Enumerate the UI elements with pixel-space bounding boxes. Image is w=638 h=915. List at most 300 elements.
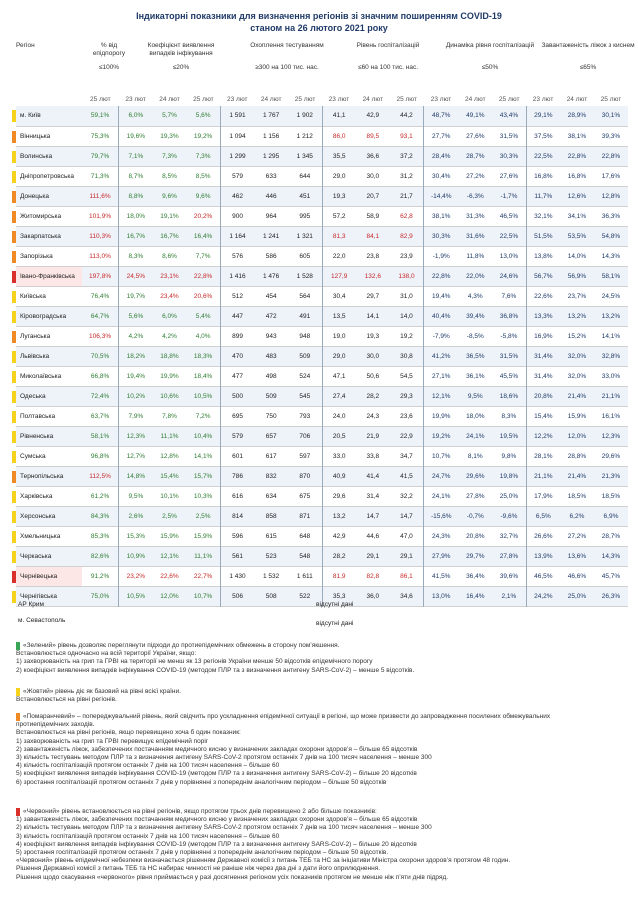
value-cell: -14,4% — [424, 186, 459, 206]
value-cell: 2,1% — [501, 592, 517, 600]
value-cell: 57,2 — [322, 206, 356, 226]
header-coef: Коефіцієнт виявлення випадків інфікування — [147, 42, 215, 57]
value-cell: 15,9% — [160, 532, 179, 540]
value-cell: 1 767 — [263, 112, 280, 120]
legend-line: Встановлюється на рівні регіонів, якщо перевищено хоча б один показник: — [16, 729, 241, 737]
value-cell: 58,1% — [601, 272, 621, 280]
value-cell: 36,0 — [366, 592, 380, 600]
value-cell: 6,0% — [162, 312, 177, 320]
value-cell: 42,9 — [322, 526, 356, 546]
value-cell: 500 — [220, 386, 254, 406]
region-name: Луганська — [16, 326, 82, 346]
value-cell: 75,0% — [90, 592, 110, 600]
value-cell: -8,5% — [466, 332, 484, 340]
value-cell: 14,1% — [193, 452, 213, 460]
value-cell: 84,3% — [90, 512, 110, 520]
value-cell: 1 902 — [296, 112, 313, 120]
value-cell: 14,3% — [601, 252, 621, 260]
value-cell: 36,6 — [366, 152, 380, 160]
value-cell: 899 — [220, 326, 254, 346]
value-cell: 24,1% — [424, 486, 459, 506]
value-cell: 1 532 — [263, 572, 280, 580]
value-cell: 900 — [220, 206, 254, 226]
region-name: Вінницька — [16, 126, 82, 146]
value-cell: 675 — [299, 492, 311, 500]
level-marker — [12, 291, 16, 303]
value-cell: 1 476 — [263, 272, 280, 280]
value-cell: 12,7% — [119, 446, 153, 466]
value-cell: 34,6 — [400, 592, 413, 600]
region-name: Закарпатська — [16, 226, 82, 246]
value-cell: 14,1 — [366, 312, 380, 320]
value-cell: 16,1% — [601, 412, 621, 420]
indicator-table — [16, 92, 628, 607]
date-header-cell: 23 лют — [227, 95, 248, 103]
value-cell: 30,8 — [400, 352, 413, 360]
table-row — [16, 266, 628, 286]
region-name: м. Київ — [16, 106, 82, 126]
value-cell: 28,7% — [466, 152, 485, 160]
value-cell: 33,0% — [601, 372, 621, 380]
value-cell: 13,6% — [567, 552, 587, 560]
value-cell: 26,6% — [526, 526, 560, 546]
value-cell: 9,6% — [162, 192, 177, 200]
date-header-cell: 25 лют — [498, 95, 520, 103]
value-cell: 44,2 — [400, 112, 413, 120]
value-cell: 498 — [265, 372, 277, 380]
header-hosp: Рівень госпіталізацій — [356, 42, 420, 49]
value-cell: 20,5 — [322, 426, 356, 446]
value-cell: 29,6% — [601, 452, 621, 460]
value-cell: 66,8% — [90, 372, 110, 380]
value-cell: 41,5 — [400, 472, 413, 480]
value-cell: 85,3% — [90, 532, 110, 540]
value-cell: 30,1% — [601, 112, 621, 120]
value-cell: 22,6% — [526, 286, 560, 306]
value-cell: 28,8% — [567, 452, 587, 460]
value-cell: 943 — [265, 332, 277, 340]
level-marker — [12, 471, 16, 483]
value-cell: 10,1% — [160, 492, 179, 500]
value-cell: 9,5% — [467, 392, 483, 400]
value-cell: 19,9% — [160, 372, 179, 380]
level-marker — [12, 591, 16, 603]
value-cell: 8,6% — [162, 252, 177, 260]
level-marker — [12, 110, 16, 122]
value-cell: 18,5% — [567, 492, 587, 500]
value-cell: 30,3% — [424, 226, 459, 246]
value-cell: 2,5% — [162, 512, 177, 520]
value-cell: 29,1% — [526, 106, 560, 126]
value-cell: 15,2% — [567, 332, 587, 340]
value-cell: 28,4% — [424, 146, 459, 166]
value-cell: 7,3% — [195, 152, 211, 160]
level-marker — [12, 451, 16, 463]
value-cell: 21,3% — [601, 472, 621, 480]
legend-line: протиепідемічних заходів. — [16, 721, 95, 729]
value-cell: 31,4% — [526, 346, 560, 366]
level-marker — [12, 351, 16, 363]
value-cell: 112,5% — [89, 472, 111, 480]
header-beds-threshold: ≤65% — [579, 64, 597, 71]
legend-orange — [16, 713, 550, 787]
value-cell: 8,1% — [467, 452, 483, 460]
value-cell: 32,7% — [499, 532, 519, 540]
value-cell: 33,0 — [322, 446, 356, 466]
value-cell: 106,3% — [89, 332, 112, 340]
value-cell: 858 — [265, 512, 277, 520]
value-cell: 22,7% — [193, 572, 213, 580]
region-name: Київська — [16, 286, 82, 306]
value-cell: 31,6% — [466, 232, 485, 240]
region-name: Черкаська — [16, 546, 82, 566]
value-cell: 12,8% — [601, 192, 621, 200]
region-name: Волинська — [16, 146, 82, 166]
date-header-cell: 25 лют — [90, 95, 111, 103]
value-cell: 44,6 — [366, 532, 380, 540]
header-hosp-threshold: ≤60 на 100 тис. нас. — [358, 64, 418, 71]
value-cell: 47,1 — [322, 366, 356, 386]
value-cell: 23,2% — [119, 566, 153, 586]
value-cell: 86,1 — [400, 572, 413, 580]
value-cell: 71,3% — [90, 172, 110, 180]
value-cell: 19,3 — [366, 332, 380, 340]
value-cell: 22,8% — [193, 272, 213, 280]
region-name: Дніпропетровська — [16, 166, 82, 186]
level-marker — [12, 331, 16, 343]
value-cell: 96,8% — [90, 452, 110, 460]
value-cell: 24,5% — [601, 292, 621, 300]
table-row — [16, 166, 628, 186]
value-cell: 19,2 — [400, 332, 413, 340]
value-cell: 6,9% — [603, 512, 619, 520]
table-row — [16, 346, 628, 366]
legend-line: Рішення щодо скасування «червоного» рівня приймається у разі досягнення регіоном усіх показників протягом не менше ніж п’яти днів підряд. — [16, 873, 449, 881]
value-cell: 30,0 — [366, 352, 380, 360]
value-cell: -1,7% — [500, 192, 518, 200]
date-header-cell: 25 лют — [600, 95, 622, 103]
value-cell: 617 — [265, 452, 277, 460]
value-cell: 31,2 — [400, 172, 413, 180]
value-cell: 5,4% — [195, 312, 211, 320]
legend-line: «Помаранчевий» – попереджувальний рівень, який свідчить про ускладнення епідемічної ситуації в регіоні, що може призвести до запровадження посилених обмежувальних — [16, 713, 550, 721]
value-cell: 110,3% — [89, 232, 111, 240]
value-cell: 16,8% — [526, 166, 560, 186]
region-name: Житомирська — [16, 206, 82, 226]
value-cell: 12,1% — [424, 386, 459, 406]
value-cell: 483 — [265, 352, 277, 360]
value-cell: 111,6% — [89, 192, 111, 200]
value-cell: 11,1% — [160, 432, 179, 440]
value-cell: 138,0 — [398, 272, 415, 280]
header-pct-threshold: ≤100% — [98, 64, 120, 71]
table-row — [16, 186, 628, 206]
value-cell: 16,4% — [466, 592, 485, 600]
value-cell: 75,3% — [90, 132, 110, 140]
value-cell: 32,0% — [567, 352, 587, 360]
value-cell: 27,2% — [466, 172, 485, 180]
level-marker — [12, 311, 16, 323]
value-cell: 18,6% — [499, 392, 519, 400]
value-cell: 23,8 — [366, 252, 380, 260]
value-cell: 33,8 — [366, 452, 380, 460]
value-cell: 59,1% — [90, 112, 110, 120]
value-cell: 14,7 — [366, 512, 380, 520]
crimea-nodata: відсутні дані — [316, 601, 354, 608]
value-cell: 11,8% — [466, 252, 485, 260]
value-cell: 82,6% — [90, 552, 110, 560]
value-cell: 472 — [265, 312, 277, 320]
value-cell: 72,4% — [90, 392, 110, 400]
value-cell: 29,6 — [322, 486, 356, 506]
date-header-cell: 25 лют — [396, 95, 417, 103]
value-cell: 1 212 — [296, 132, 313, 140]
value-cell: 21,1% — [526, 466, 560, 486]
value-cell: 477 — [220, 366, 254, 386]
legend-line: «Жовтий» рівень діє як базовий на рівні всієї країни. — [16, 688, 181, 696]
region-name: Кіровоградська — [16, 306, 82, 326]
date-header-cell — [16, 92, 82, 106]
value-cell: 31,5% — [499, 132, 519, 140]
value-cell: 81,9 — [322, 566, 356, 586]
value-cell: 18,5% — [601, 492, 621, 500]
value-cell: 16,7% — [119, 226, 153, 246]
value-cell: 15,7% — [193, 472, 213, 480]
table-row — [16, 406, 628, 426]
value-cell: 29,7% — [466, 552, 485, 560]
value-cell: 695 — [220, 406, 254, 426]
value-cell: 995 — [299, 212, 311, 220]
value-cell: 30,0 — [366, 172, 380, 180]
value-cell: 1 094 — [220, 126, 254, 146]
value-cell: 28,9% — [567, 112, 587, 120]
level-marker — [12, 151, 16, 163]
value-cell: 79,7% — [90, 152, 110, 160]
value-cell: 23,6 — [400, 412, 413, 420]
legend-line: 2) кількість тестувань методом ПЛР та з визначення антигену SARS-CoV-2 протягом останніх 7 днів на 100 тисяч населення – менше 300 — [16, 824, 432, 832]
value-cell: 25,0% — [567, 592, 587, 600]
table-row — [16, 566, 628, 586]
value-cell: 34,1% — [567, 212, 587, 220]
value-cell: 20,8% — [526, 386, 560, 406]
value-cell: 8,3% — [501, 412, 517, 420]
table-row — [16, 326, 628, 346]
value-cell: 9,6% — [195, 192, 211, 200]
value-cell: 605 — [299, 252, 311, 260]
value-cell: 15,9% — [193, 532, 213, 540]
value-cell: 561 — [220, 546, 254, 566]
value-cell: 35,3 — [322, 586, 356, 606]
value-cell: 93,1 — [400, 132, 413, 140]
value-cell: 10,5% — [193, 392, 213, 400]
value-cell: 564 — [299, 292, 311, 300]
value-cell: 34,7 — [400, 452, 413, 460]
value-cell: 37,5% — [526, 126, 560, 146]
value-cell: 644 — [299, 172, 311, 180]
value-cell: 14,8% — [119, 466, 153, 486]
value-cell: 13,2 — [322, 506, 356, 526]
value-cell: 548 — [299, 552, 311, 560]
value-cell: 12,8% — [160, 452, 179, 460]
value-cell: 15,3% — [119, 526, 153, 546]
value-cell: 24,3 — [366, 412, 380, 420]
region-name: Сумська — [16, 446, 82, 466]
value-cell: 634 — [265, 492, 277, 500]
value-cell: 26,3% — [601, 592, 621, 600]
value-cell: 19,6% — [119, 126, 153, 146]
value-cell: 38,1% — [424, 206, 459, 226]
value-cell: 31,4% — [526, 366, 560, 386]
value-cell: 491 — [299, 312, 311, 320]
value-cell: 7,3% — [162, 152, 177, 160]
header-test: Охоплення тестуванням — [250, 42, 324, 49]
value-cell: 127,9 — [322, 266, 356, 286]
value-cell: 13,0% — [499, 252, 519, 260]
value-cell: 22,5% — [526, 146, 560, 166]
value-cell: 24,6% — [499, 272, 519, 280]
value-cell: 47,0 — [400, 532, 413, 540]
value-cell: 21,4% — [567, 392, 587, 400]
table-row — [16, 106, 628, 126]
value-cell: 948 — [299, 332, 311, 340]
value-cell: 36,1% — [466, 372, 485, 380]
value-cell: 39,6% — [499, 572, 519, 580]
value-cell: 24,3% — [424, 526, 459, 546]
value-cell: 45,5% — [499, 372, 519, 380]
value-cell: 446 — [265, 192, 277, 200]
value-cell: 29,0 — [322, 166, 356, 186]
value-cell: 601 — [220, 446, 254, 466]
value-cell: 12,0% — [160, 592, 179, 600]
value-cell: 451 — [299, 192, 311, 200]
value-cell: 454 — [265, 292, 277, 300]
value-cell: 19,9% — [424, 406, 459, 426]
value-cell: 82,9 — [400, 232, 413, 240]
table-row — [16, 466, 628, 486]
value-cell: 21,9 — [366, 432, 380, 440]
value-cell: 27,2% — [567, 532, 587, 540]
date-header-cell: 24 лют — [566, 95, 588, 103]
value-cell: 54,5 — [400, 372, 413, 380]
level-marker — [12, 531, 16, 543]
level-marker — [12, 171, 16, 183]
value-cell: 27,6% — [466, 132, 485, 140]
value-cell: 9,8% — [501, 452, 517, 460]
table-row — [16, 286, 628, 306]
value-cell: 5,7% — [162, 112, 177, 120]
value-cell: 32,0% — [567, 372, 587, 380]
value-cell: 45,7% — [601, 572, 621, 580]
value-cell: 12,2% — [526, 426, 560, 446]
value-cell: 31,4 — [366, 492, 380, 500]
value-cell: 46,5% — [499, 212, 519, 220]
value-cell: 8,8% — [119, 186, 153, 206]
value-cell: 32,1% — [526, 206, 560, 226]
value-cell: 19,8% — [499, 472, 519, 480]
value-cell: 1 430 — [220, 566, 254, 586]
legend-line: «Червоний» рівень епідемічної небезпеки визначається рішенням Державної комісії з питань ТЕБ та НС за ініціативи Міністра охорони здоров’я протягом 48 годин. — [16, 857, 511, 865]
value-cell: 512 — [220, 286, 254, 306]
value-cell: -5,8% — [500, 332, 518, 340]
level-marker — [12, 411, 16, 423]
table-row — [16, 366, 628, 386]
value-cell: 58,1% — [90, 432, 110, 440]
crimea-label: АР Крим — [18, 601, 44, 608]
value-cell: 6,2% — [569, 512, 585, 520]
sevastopol-label: м. Севастополь — [18, 617, 66, 624]
value-cell: 30,4 — [322, 286, 356, 306]
header-dyn: Динаміка рівня госпіталізацій — [445, 42, 535, 49]
legend-yellow — [16, 688, 181, 704]
level-marker — [12, 551, 16, 563]
value-cell: 84,1 — [366, 232, 380, 240]
level-marker — [12, 211, 16, 223]
header-pct: % від епідпорогу — [92, 42, 126, 57]
table-row — [16, 306, 628, 326]
legend-swatch — [16, 642, 20, 650]
value-cell: 35,5 — [322, 146, 356, 166]
value-cell: 13,8% — [526, 246, 560, 266]
value-cell: 27,8% — [499, 552, 519, 560]
value-cell: 657 — [265, 432, 277, 440]
value-cell: 43,4% — [499, 112, 519, 120]
value-cell: 7,8% — [162, 412, 177, 420]
level-marker — [12, 271, 16, 283]
legend-line: 1) захворюваність на грип та ГРВІ перевищує епідемічний поріг — [16, 737, 209, 745]
value-cell: 4,3% — [467, 292, 483, 300]
value-cell: 113,0% — [89, 252, 111, 260]
value-cell: 1 156 — [263, 132, 280, 140]
value-cell: 18,4% — [193, 372, 213, 380]
level-marker — [12, 491, 16, 503]
header-test-threshold: ≥300 на 100 тис. нас. — [255, 64, 319, 71]
value-cell: 49,1% — [466, 112, 485, 120]
value-cell: 545 — [299, 392, 311, 400]
value-cell: 27,1% — [424, 366, 459, 386]
value-cell: 13,2% — [601, 312, 621, 320]
value-cell: 19,2% — [193, 132, 213, 140]
value-cell: 58,9 — [366, 212, 380, 220]
date-header-cell: 24 лют — [362, 95, 384, 103]
value-cell: 28,1% — [526, 446, 560, 466]
value-cell: 16,7% — [160, 232, 179, 240]
value-cell: 7,1% — [119, 146, 153, 166]
value-cell: 19,0 — [322, 326, 356, 346]
value-cell: 27,4 — [322, 386, 356, 406]
value-cell: 21,4% — [567, 472, 587, 480]
value-cell: 64,7% — [90, 312, 110, 320]
level-marker — [12, 371, 16, 383]
value-cell: 27,8% — [466, 492, 485, 500]
region-name: Тернопільська — [16, 466, 82, 486]
table-row — [16, 126, 628, 146]
legend-red — [16, 808, 510, 882]
value-cell: 832 — [265, 472, 277, 480]
value-cell: 1 241 — [263, 232, 280, 240]
value-cell: 63,7% — [90, 412, 110, 420]
level-marker — [12, 231, 16, 243]
value-cell: 18,0% — [119, 206, 153, 226]
region-name: Миколаївська — [16, 366, 82, 386]
value-cell: 7,6% — [501, 292, 517, 300]
value-cell: 36,5% — [466, 352, 485, 360]
value-cell: 7,9% — [119, 406, 153, 426]
table-row — [16, 526, 628, 546]
legend-line: 5) зростання госпіталізацій протягом останніх 7 днів у порівнянні з попереднім аналогічним періодом – більше 50 відсотків. — [16, 849, 389, 857]
legend-swatch — [16, 808, 20, 816]
value-cell: 22,8% — [424, 266, 459, 286]
region-name: Запорізька — [16, 246, 82, 266]
